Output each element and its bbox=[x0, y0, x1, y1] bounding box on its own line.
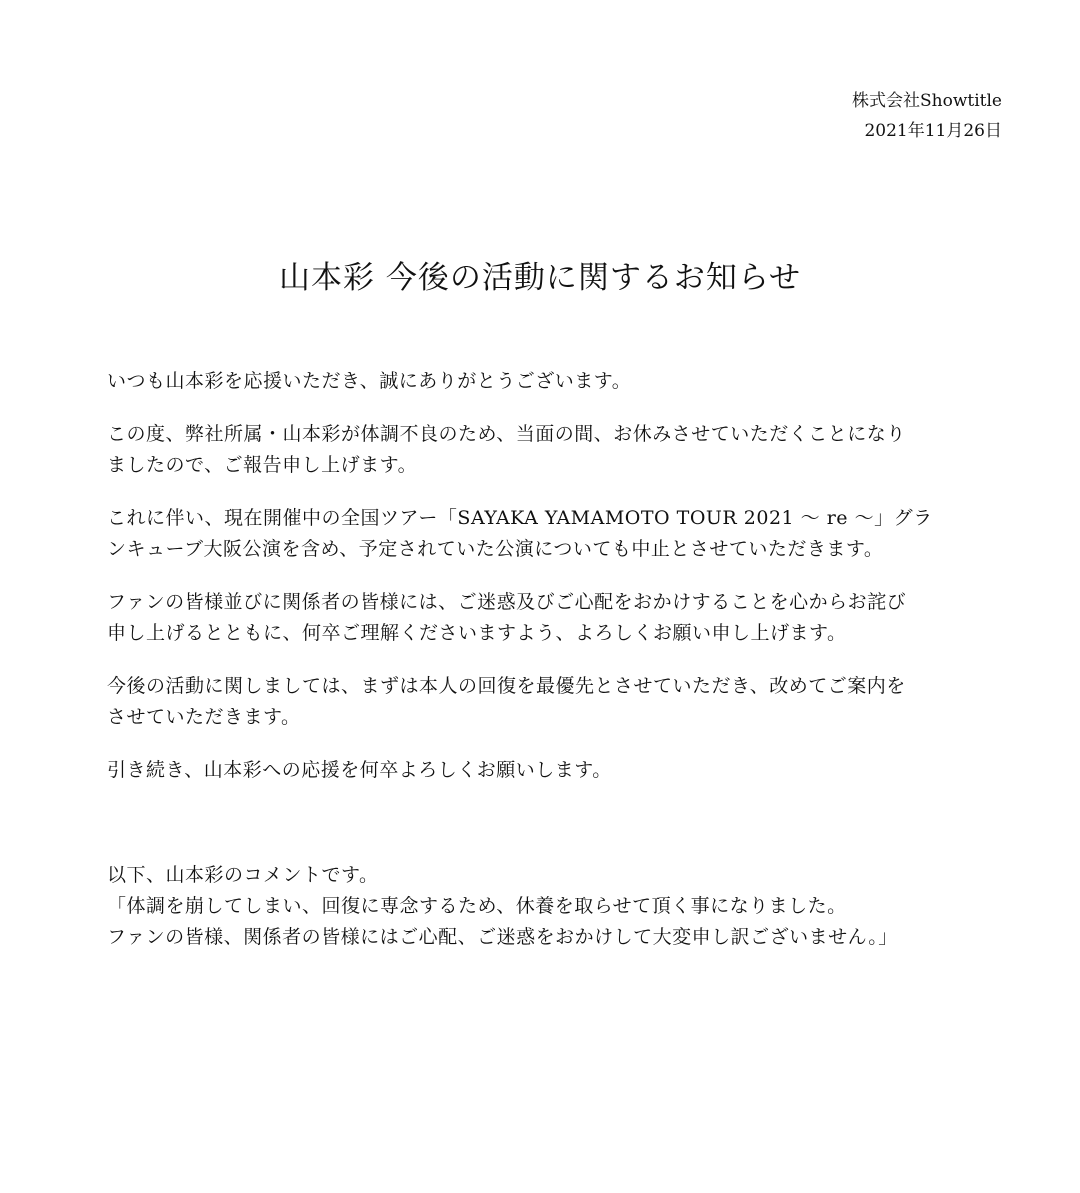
paragraph-line: 引き続き、山本彩への応援を何卒よろしくお願いします。 bbox=[107, 759, 612, 781]
company-name: 株式会社Showtitle bbox=[852, 91, 1002, 111]
notice-body bbox=[107, 366, 987, 953]
paragraph-greeting bbox=[107, 366, 987, 397]
paragraph-announcement bbox=[107, 419, 987, 481]
paragraph-line: ファンの皆様並びに関係者の皆様には、ご迷惑及びご心配をおかけすることを心からお詫び bbox=[107, 591, 907, 613]
paragraph-line: いつも山本彩を応援いただき、誠にありがとうございます。 bbox=[107, 370, 632, 392]
paragraph-line: この度、弊社所属・山本彩が体調不良のため、当面の間、お休みさせていただくことになり bbox=[107, 423, 906, 445]
paragraph-line: させていただきます。 bbox=[107, 706, 301, 728]
paragraph-closing bbox=[107, 755, 987, 786]
paragraph-line: ンキューブ大阪公演を含め、予定されていた公演についても中止とさせていただきます。 bbox=[107, 538, 884, 560]
paragraph-line: 今後の活動に関しましては、まずは本人の回復を最優先とさせていただき、改めてご案内を bbox=[107, 675, 906, 697]
paragraph-line: ましたので、ご報告申し上げます。 bbox=[107, 454, 418, 476]
comment-line: ファンの皆様、関係者の皆様にはご心配、ご迷惑をおかけして大変申し訳ございません。」 bbox=[107, 926, 898, 948]
header-info bbox=[852, 86, 1002, 146]
paragraph-apology bbox=[107, 587, 987, 649]
paragraph-line: これに伴い、現在開催中の全国ツアー「SAYAKA YAMAMOTO TOUR 2021 〜 re 〜」グラ bbox=[107, 507, 933, 529]
comment-line: 「体調を崩してしまい、回復に専念するため、休養を取らせて頂く事になりました。 bbox=[107, 895, 847, 917]
comment-intro: 以下、山本彩のコメントです。 bbox=[107, 864, 379, 886]
artist-comment bbox=[107, 860, 987, 953]
paragraph-line: 申し上げるとともに、何卒ご理解くださいますよう、よろしくお願い申し上げます。 bbox=[107, 622, 847, 644]
paragraph-future-activities bbox=[107, 671, 987, 733]
notice-title: 山本彩 今後の活動に関するお知らせ bbox=[279, 260, 801, 296]
notice-date: 2021年11月26日 bbox=[864, 121, 1002, 141]
paragraph-tour-cancellation bbox=[107, 503, 987, 565]
